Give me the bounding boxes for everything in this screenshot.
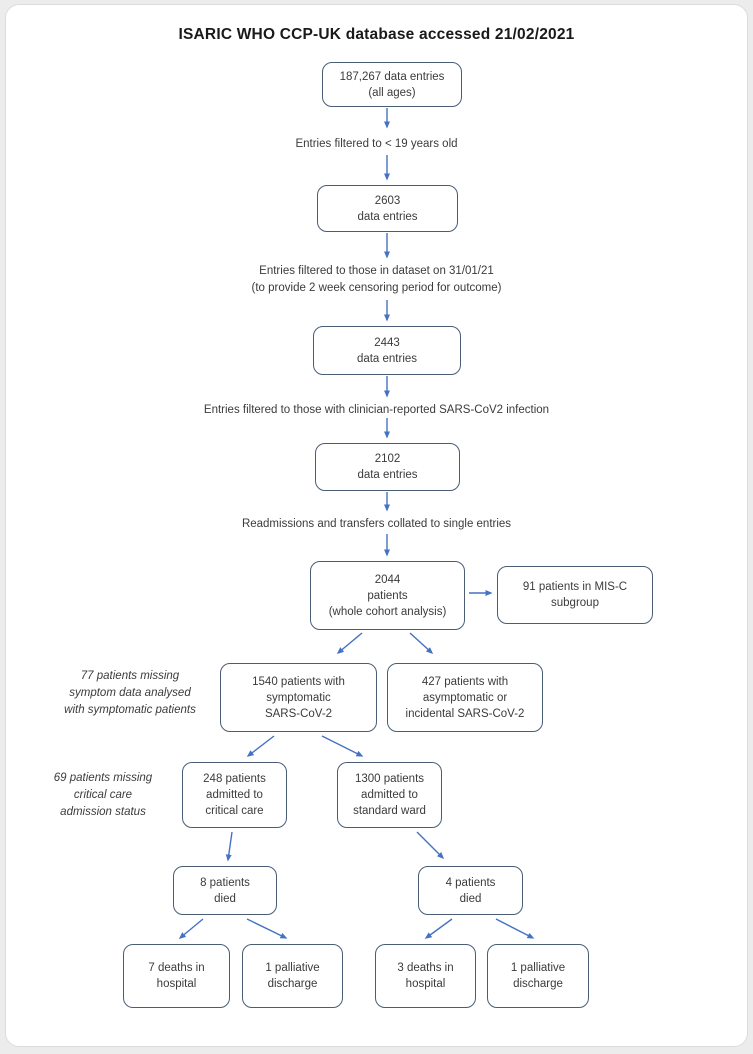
node-2102-entries	[315, 443, 460, 491]
filter-step-1	[0, 136, 753, 153]
node-line: 4 patients	[445, 876, 496, 889]
filter-step-3	[0, 402, 753, 419]
node-line: hospital	[156, 978, 197, 990]
node-palliative-discharge-1	[242, 944, 343, 1008]
filter-step-2	[0, 263, 753, 297]
node-line: admitted to	[361, 789, 418, 801]
node-all-entries	[322, 62, 462, 107]
node-line: 427 patients with	[421, 675, 509, 688]
note-line: 69 patients missing	[53, 772, 153, 784]
node-misc-subgroup	[497, 566, 653, 624]
node-line: discharge	[267, 978, 318, 990]
node-standard-ward	[337, 762, 442, 828]
node-line: 2102	[374, 453, 401, 465]
node-4-died	[418, 866, 523, 915]
node-line: died	[214, 892, 236, 905]
node-whole-cohort	[310, 561, 465, 630]
node-line: died	[459, 892, 482, 905]
node-line: incidental SARS-CoV-2	[405, 707, 525, 720]
node-line: 1 palliative	[510, 962, 566, 974]
node-line: admitted to	[206, 789, 263, 801]
node-critical-care	[182, 762, 287, 828]
node-3-deaths-hospital	[375, 944, 476, 1008]
node-2603-entries	[317, 185, 458, 232]
node-symptomatic	[220, 663, 377, 732]
node-line: subgroup	[551, 597, 599, 609]
node-line: 2044	[374, 573, 401, 586]
node-line: SARS-CoV-2	[264, 707, 333, 720]
page-title: ISARIC WHO CCP-UK database accessed 21/02/2021	[178, 26, 575, 43]
node-line: 1 palliative	[265, 962, 320, 974]
filter-text: Entries filtered to those with clinician-reported SARS-CoV2 infection	[203, 404, 550, 416]
note-line: critical care	[73, 789, 133, 801]
node-line: 7 deaths in	[148, 962, 205, 974]
node-line: 2443	[374, 336, 400, 349]
note-line: 77 patients missing	[80, 670, 180, 682]
filter-text: Entries filtered to those in dataset on 31/01/21	[259, 265, 494, 277]
note-line: admission status	[60, 806, 146, 818]
node-palliative-discharge-2	[487, 944, 589, 1008]
note-line: with symptomatic patients	[64, 704, 196, 716]
node-line: asymptomatic or	[422, 691, 508, 704]
node-line: data entries	[357, 469, 418, 481]
node-line: 2603	[374, 194, 401, 207]
node-line: standard ward	[353, 805, 426, 817]
node-line: 248 patients	[203, 773, 266, 785]
node-line: 3 deaths in	[397, 962, 454, 974]
node-line: discharge	[513, 978, 563, 990]
node-line: patients	[367, 589, 408, 602]
node-7-deaths-hospital	[123, 944, 230, 1008]
filter-text: Readmissions and transfers collated to single entries	[241, 518, 512, 530]
node-line: symptomatic	[266, 691, 331, 704]
note-missing-symptom-data	[28, 668, 232, 719]
node-line: critical care	[205, 805, 264, 817]
filter-text: (to provide 2 week censoring period for outcome)	[251, 282, 502, 294]
node-asymptomatic	[387, 663, 543, 732]
note-line: symptom data analysed	[69, 687, 191, 699]
node-line: 8 patients	[200, 876, 250, 889]
node-line: hospital	[405, 978, 446, 990]
note-missing-critical-care	[23, 770, 183, 821]
filter-text: Entries filtered to < 19 years old	[295, 138, 458, 150]
node-line: data entries	[357, 210, 418, 223]
node-line: 187,267 data entries	[339, 70, 445, 83]
node-line: data entries	[356, 352, 418, 365]
node-line: 91 patients in MIS-C	[522, 581, 628, 593]
node-line: (all ages)	[368, 86, 416, 99]
node-2443-entries	[313, 326, 461, 375]
node-line: 1300 patients	[354, 773, 425, 785]
filter-step-4	[0, 516, 753, 533]
node-line: 1540 patients with	[252, 675, 345, 688]
node-8-died	[173, 866, 277, 915]
node-line: (whole cohort analysis)	[328, 605, 447, 618]
